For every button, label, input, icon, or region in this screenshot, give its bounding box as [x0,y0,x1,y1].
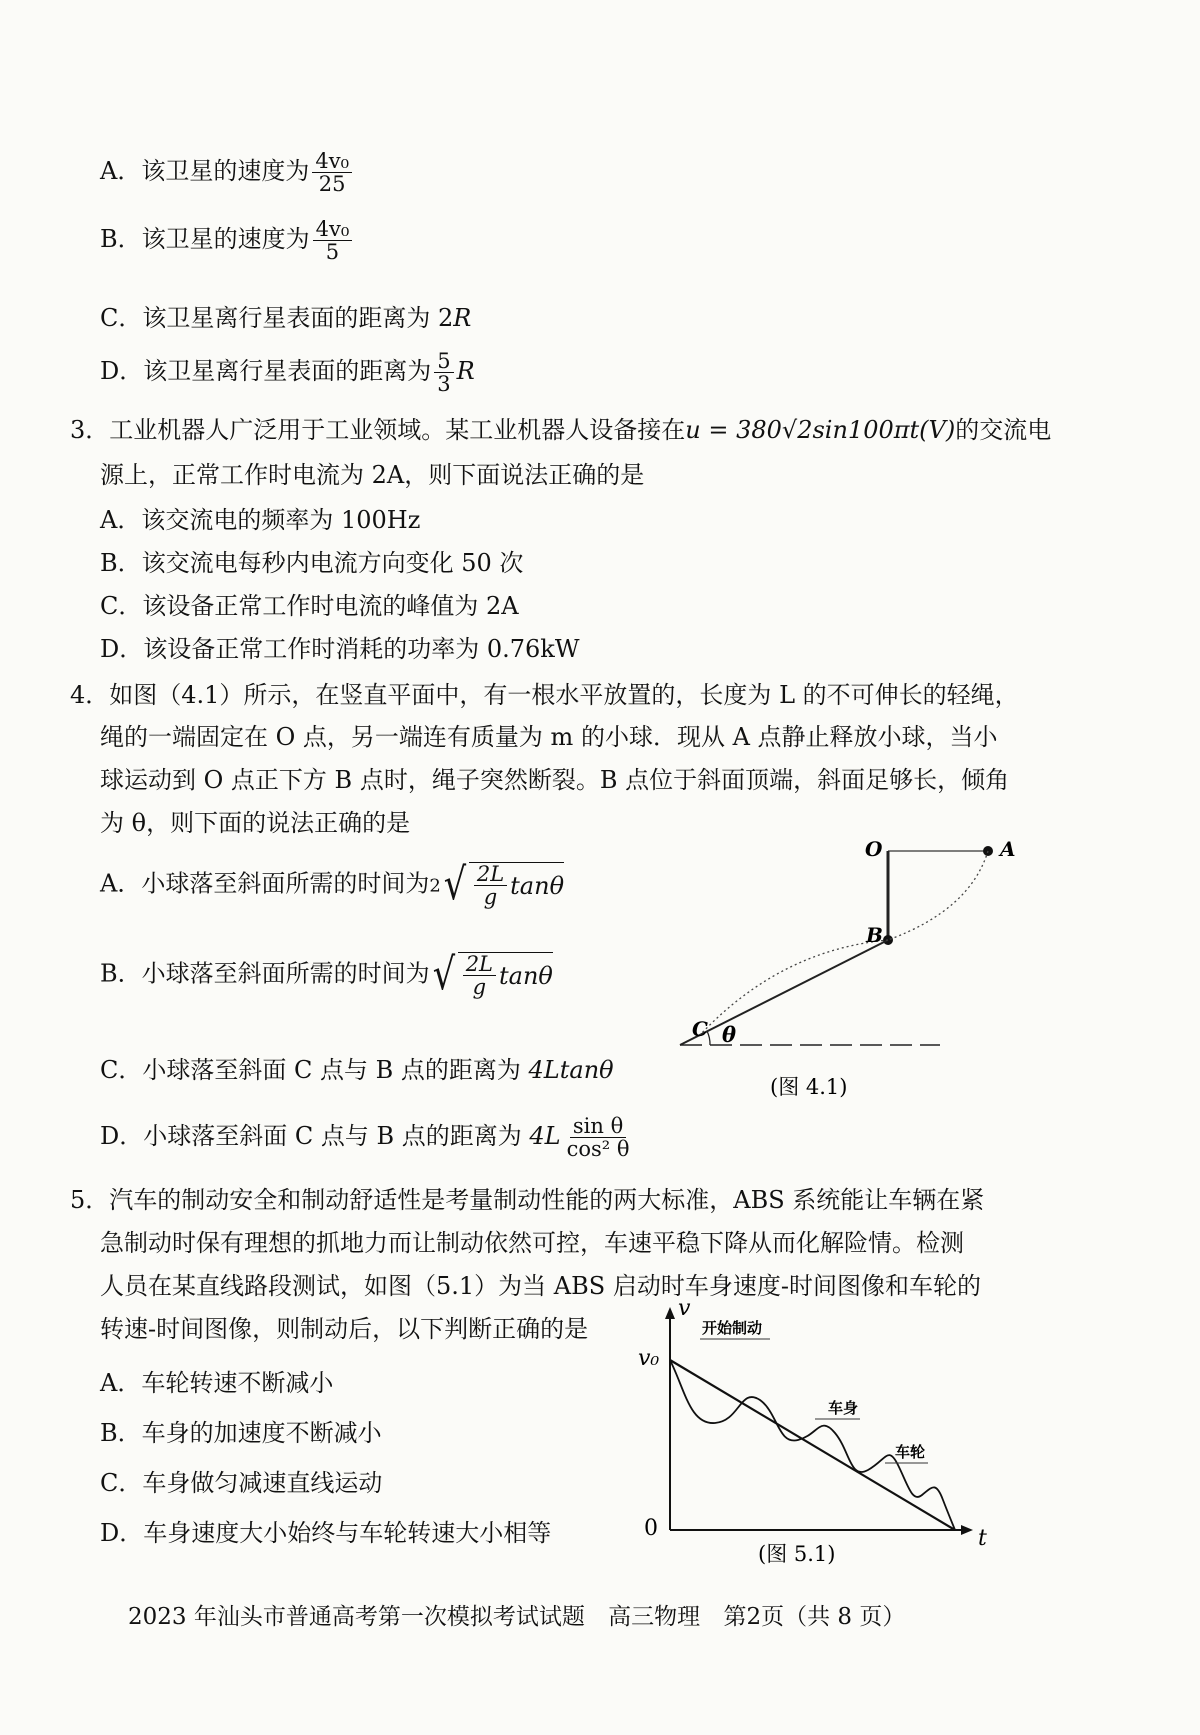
q2-option-d-text: D．该卫星离行星表面的距离为 [100,357,432,386]
q5-option-c: C．车身做匀减速直线运动 [100,1469,383,1497]
q5-stem-line4: 转速-时间图像，则制动后，以下判断正确的是 [100,1315,589,1343]
q4-option-b-text: B．小球落至斜面所需的时间为 [100,959,430,988]
q4-stem-line2: 绳的一端固定在 O 点，另一端连有质量为 m 的小球．现从 A 点静止释放小球，当小 [100,723,998,751]
fraction-denominator: g [472,975,487,1000]
q4-option-c [100,1050,614,1085]
q2-option-d [100,350,475,395]
q3-stem-line1 [70,410,1051,445]
q3-option-c: C．该设备正常工作时电流的峰值为 2A [100,592,519,620]
q4-option-b [100,949,553,1001]
q2-option-a-text: A．该卫星的速度为 [100,157,310,186]
label-c: C [692,1017,708,1041]
fraction-numerator: 4v₀ [312,150,352,173]
wheel-label: 车轮 [895,1443,926,1461]
q2-option-b-text: B．该卫星的速度为 [100,225,310,254]
q2-option-b-fraction [313,218,353,263]
fraction-denominator: cos² θ [566,1137,630,1162]
figure-5-1 [630,1296,990,1566]
incline-line [680,940,888,1045]
q5-option-a: A．车轮转速不断减小 [100,1369,334,1397]
q2-option-d-fraction [434,350,453,395]
q2-option-b [100,218,355,263]
q3-formula: u = 380√2sin100πt(V) [685,416,956,444]
figure-5-1-caption: (图 5.1) [758,1542,836,1566]
q4-option-d-coef: 4L [529,1122,561,1151]
t-axis-label: t [978,1526,987,1551]
label-o: O [865,837,883,861]
q5-stem-line3: 人员在某直线路段测试，如图（5.1）为当 ABS 启动时车身速度-时间图像和车轮的 [100,1272,981,1300]
q2-option-a-fraction [312,150,352,195]
q5-stem-line1: 5．汽车的制动安全和制动舒适性是考量制动性能的两大标准，ABS 系统能让车辆在紧 [70,1186,985,1214]
fraction-numerator: 2L [463,953,496,976]
footer-subject: 高三物理 [608,1604,701,1630]
fraction-denominator: 5 [325,240,340,265]
v0-label: v₀ [638,1346,660,1371]
fraction-numerator: 5 [434,350,453,373]
q4-option-d-text: D．小球落至斜面 C 点与 B 点的距离为 [100,1122,522,1151]
q4-stem-line4: 为 θ，则下面的说法正确的是 [100,809,411,837]
label-theta: θ [722,1022,737,1047]
page-footer [128,1598,921,1631]
body-label: 车身 [828,1399,859,1417]
q3-option-d: D．该设备正常工作时消耗的功率为 0.76kW [100,635,580,663]
v-axis-arrow [665,1307,675,1319]
fraction-numerator: 2L [474,863,507,886]
q2-option-c-text: C．该卫星离行星表面的距离为 2 [100,304,454,332]
swing-path [888,851,988,940]
tan-term: tanθ [510,871,565,900]
tan-term: tanθ [499,961,553,990]
q2-option-a [100,150,355,195]
q4-option-b-sqrt: √ $\frac{2L}{g}$ tanθ [432,949,553,1001]
v-axis-label: v [678,1296,691,1321]
q4-option-a-sqrt: √ $\frac{2L}{g}$ tanθ [443,859,565,911]
q5-option-b: B．车身的加速度不断减小 [100,1419,382,1447]
t-axis-arrow [961,1525,973,1535]
q4-stem-line3: 球运动到 O 点正下方 B 点时，绳子突然断裂。B 点位于斜面顶端，斜面足够长，倾角 [100,766,1010,794]
footer-page-number: 第2页（共 8 页） [723,1604,906,1630]
origin-label: 0 [644,1516,658,1541]
q4-option-d-fraction [564,1115,633,1160]
q4-option-a-text: A．小球落至斜面所需的时间为 [100,869,430,898]
q3-stem-part1: 3．工业机器人广泛用于工业领域。某工业机器人设备接在 [70,416,686,444]
q4-option-c-text: C．小球落至斜面 C 点与 B 点的距离为 [100,1056,521,1084]
fraction-numerator: 4v₀ [313,218,353,241]
q2-option-d-var: R [456,357,475,386]
q4-option-a [100,859,565,911]
fraction-denominator: 3 [437,372,451,397]
q4-option-a-coef: 2 [429,875,441,897]
label-a: A [1000,837,1016,861]
q4-stem-line1: 4．如图（4.1）所示，在竖直平面中，有一根水平放置的，长度为 L 的不可伸长的轻绳， [70,681,1019,709]
figure-4-1 [670,830,1016,1110]
q4-option-c-expr: 4Ltanθ [528,1056,614,1084]
fraction-numerator: sin θ [570,1115,626,1138]
q3-stem-line2: 源上，正常工作时电流为 2A，则下面说法正确的是 [100,461,645,489]
q3-option-b: B．该交流电每秒内电流方向变化 50 次 [100,549,524,577]
figure-4-1-caption: (图 4.1) [770,1075,848,1099]
fraction-denominator: 25 [318,172,346,197]
q2-option-c [100,298,471,333]
q3-stem-part2: 的交流电 [955,416,1052,444]
q5-option-d: D．车身速度大小始终与车轮转速大小相等 [100,1519,552,1547]
footer-exam-title: 2023 年汕头市普通高考第一次模拟考试试题 [128,1604,585,1630]
q4-option-d [100,1115,636,1160]
fraction-denominator: g [483,885,498,910]
brake-start-label: 开始制动 [702,1319,763,1337]
q3-option-a: A．该交流电的频率为 100Hz [100,506,421,534]
q5-stem-line2: 急制动时保有理想的抓地力而让制动依然可控，车速平稳下降从而化解险情。检测 [100,1229,964,1257]
q2-option-c-var: R [453,304,472,332]
label-b: B [866,923,883,947]
